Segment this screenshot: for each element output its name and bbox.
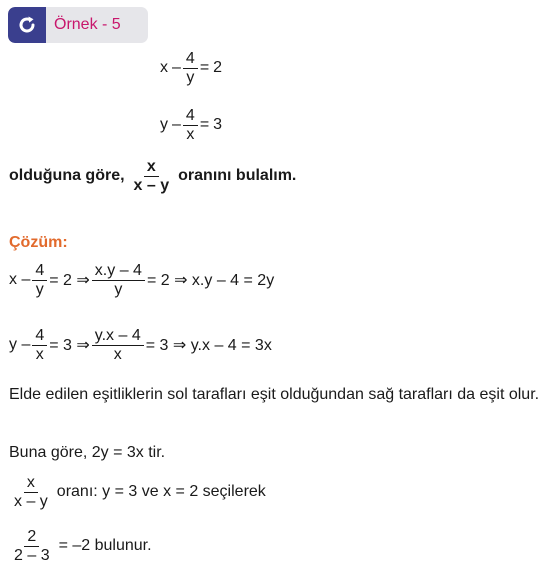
step2-lhs-numerator: 4: [32, 327, 47, 346]
step1-lhs: x –: [9, 271, 31, 289]
solution-step-1: [9, 262, 274, 299]
result-denominator: 2 – 3: [14, 546, 50, 564]
result-line: [9, 528, 152, 565]
refresh-icon: [17, 15, 37, 35]
ratio-text: oranı: y = 3 ve x = 2 seçilerek: [56, 483, 266, 501]
eq2-fraction: [183, 107, 198, 144]
result-text: = –2 bulunur.: [58, 537, 152, 555]
eq2-rhs: 3: [213, 116, 223, 134]
step2-implies-2: = 3 ⇒ y.x – 4 = 3x: [145, 337, 272, 355]
step1-lhs-numerator: 4: [32, 262, 47, 281]
step2-mid-denominator: x: [113, 345, 122, 363]
eq2-var: y: [160, 116, 168, 134]
step2-lhs-fraction: [32, 327, 47, 364]
question-line: [9, 158, 296, 195]
step1-lhs-denominator: y: [35, 280, 44, 298]
step1-mid-fraction: [92, 262, 145, 299]
eq1-fraction: [183, 50, 198, 87]
eq1-var: x: [160, 59, 168, 77]
solution-step-2: [9, 327, 272, 364]
eq2-equals: =: [199, 116, 210, 134]
result-fraction: [11, 528, 53, 565]
step1-lhs-fraction: [32, 262, 47, 299]
step2-lhs-denominator: x: [35, 345, 44, 363]
eq1-denominator: y: [186, 68, 195, 86]
eq1-minus: –: [172, 59, 181, 77]
step2-implies-1: = 3 ⇒: [49, 337, 90, 355]
given-equation-1: [160, 50, 222, 87]
question-prefix: olduğuna göre,: [9, 167, 125, 185]
result-numerator: 2: [24, 528, 39, 547]
step2-mid-fraction: [92, 327, 144, 364]
eq1-equals: =: [199, 59, 210, 77]
example-tag: [8, 7, 148, 43]
eq2-numerator: 4: [183, 107, 198, 126]
example-label: Örnek - 5: [54, 16, 121, 33]
solution-heading: Çözüm:: [9, 234, 68, 251]
ratio-numerator: x: [24, 474, 38, 493]
question-denominator: x – y: [133, 176, 170, 194]
ratio-denominator: x – y: [14, 492, 48, 510]
solution-paragraph-1: Elde edilen eşitliklerin sol tarafları eşit olduğundan sağ tarafları da eşit olur.: [9, 386, 540, 403]
question-fraction: [131, 158, 173, 195]
given-equation-2: [160, 107, 222, 144]
step2-lhs: y –: [9, 336, 31, 354]
step2-mid-numerator: y.x – 4: [92, 327, 144, 346]
example-icon-box: [8, 7, 46, 43]
eq1-rhs: 2: [213, 59, 223, 77]
step1-mid-numerator: x.y – 4: [92, 262, 145, 281]
eq1-numerator: 4: [183, 50, 198, 69]
step1-mid-denominator: y: [114, 280, 123, 298]
ratio-line: [9, 474, 266, 511]
step1-implies-2: = 2 ⇒ x.y – 4 = 2y: [146, 272, 275, 290]
step1-implies-1: = 2 ⇒: [49, 272, 90, 290]
solution-paragraph-2: Buna göre, 2y = 3x tir.: [9, 444, 166, 461]
ratio-fraction: [11, 474, 51, 511]
question-suffix: oranını bulalım.: [178, 167, 297, 185]
eq2-denominator: x: [186, 125, 195, 143]
eq2-minus: –: [172, 116, 181, 134]
question-numerator: x: [144, 158, 159, 177]
